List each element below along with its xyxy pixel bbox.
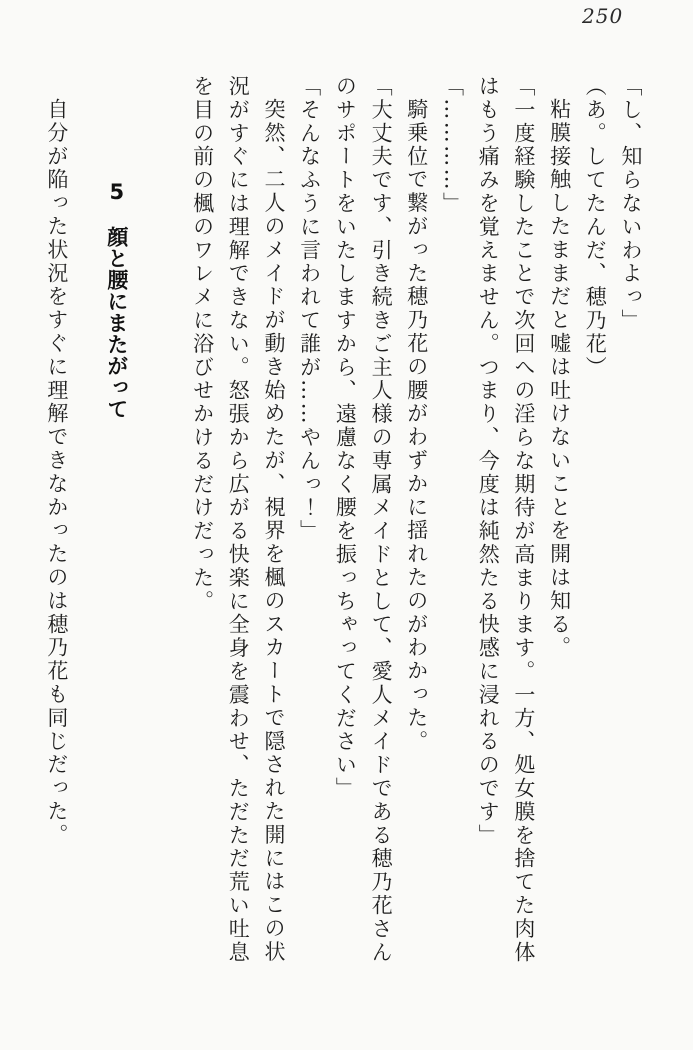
dialogue-line: 「そんなふうに言われて誰が……やんっ！」 (297, 75, 322, 543)
narrative-line: 突然、二人のメイドが動き始めたが、視界を楓のスカートで隠された開にはこの状況がすぐには理解できない。怒張から広がる快楽に全身を震わせ、ただただ荒い吐息を目の前の楓のワレメに浴びせかけるだけだった。 (190, 75, 286, 965)
dialogue-line: 「し、知らないわよっ」 (619, 75, 643, 333)
inner-thought-line: （あ。してたんだ、穂乃花） (583, 75, 608, 380)
narrative-line: 粘膜接触したままだと嘘は吐けないことを開は知る。 (547, 98, 572, 660)
page-text-block (38, 75, 648, 967)
narrative-line: 自分が陥った状況をすぐに理解できなかったのは穂乃花も同じだった。 (44, 98, 69, 848)
dialogue-line: 「一度経験したことで次回への淫らな期待が高まります。一方、処女膜を捨てた肉体はもう痛みを覚えません。つまり、今度は純然たる快感に浸れるのです」 (476, 75, 536, 965)
page-number: 250 (582, 4, 624, 28)
chapter-heading: 5 顔と腰にまたがって (104, 180, 129, 420)
narrative-line: 騎乗位で繋がった穂乃花の腰がわずかに揺れたのがわかった。 (404, 98, 429, 754)
dialogue-line: 「大丈夫です、引き続きご主人様の専属メイドとして、愛人メイドである穂乃花さんのサポートをいたしますから、遠慮なく腰を振っちゃってください」 (333, 75, 394, 965)
dialogue-silence-line: 「…………」 (440, 75, 465, 216)
